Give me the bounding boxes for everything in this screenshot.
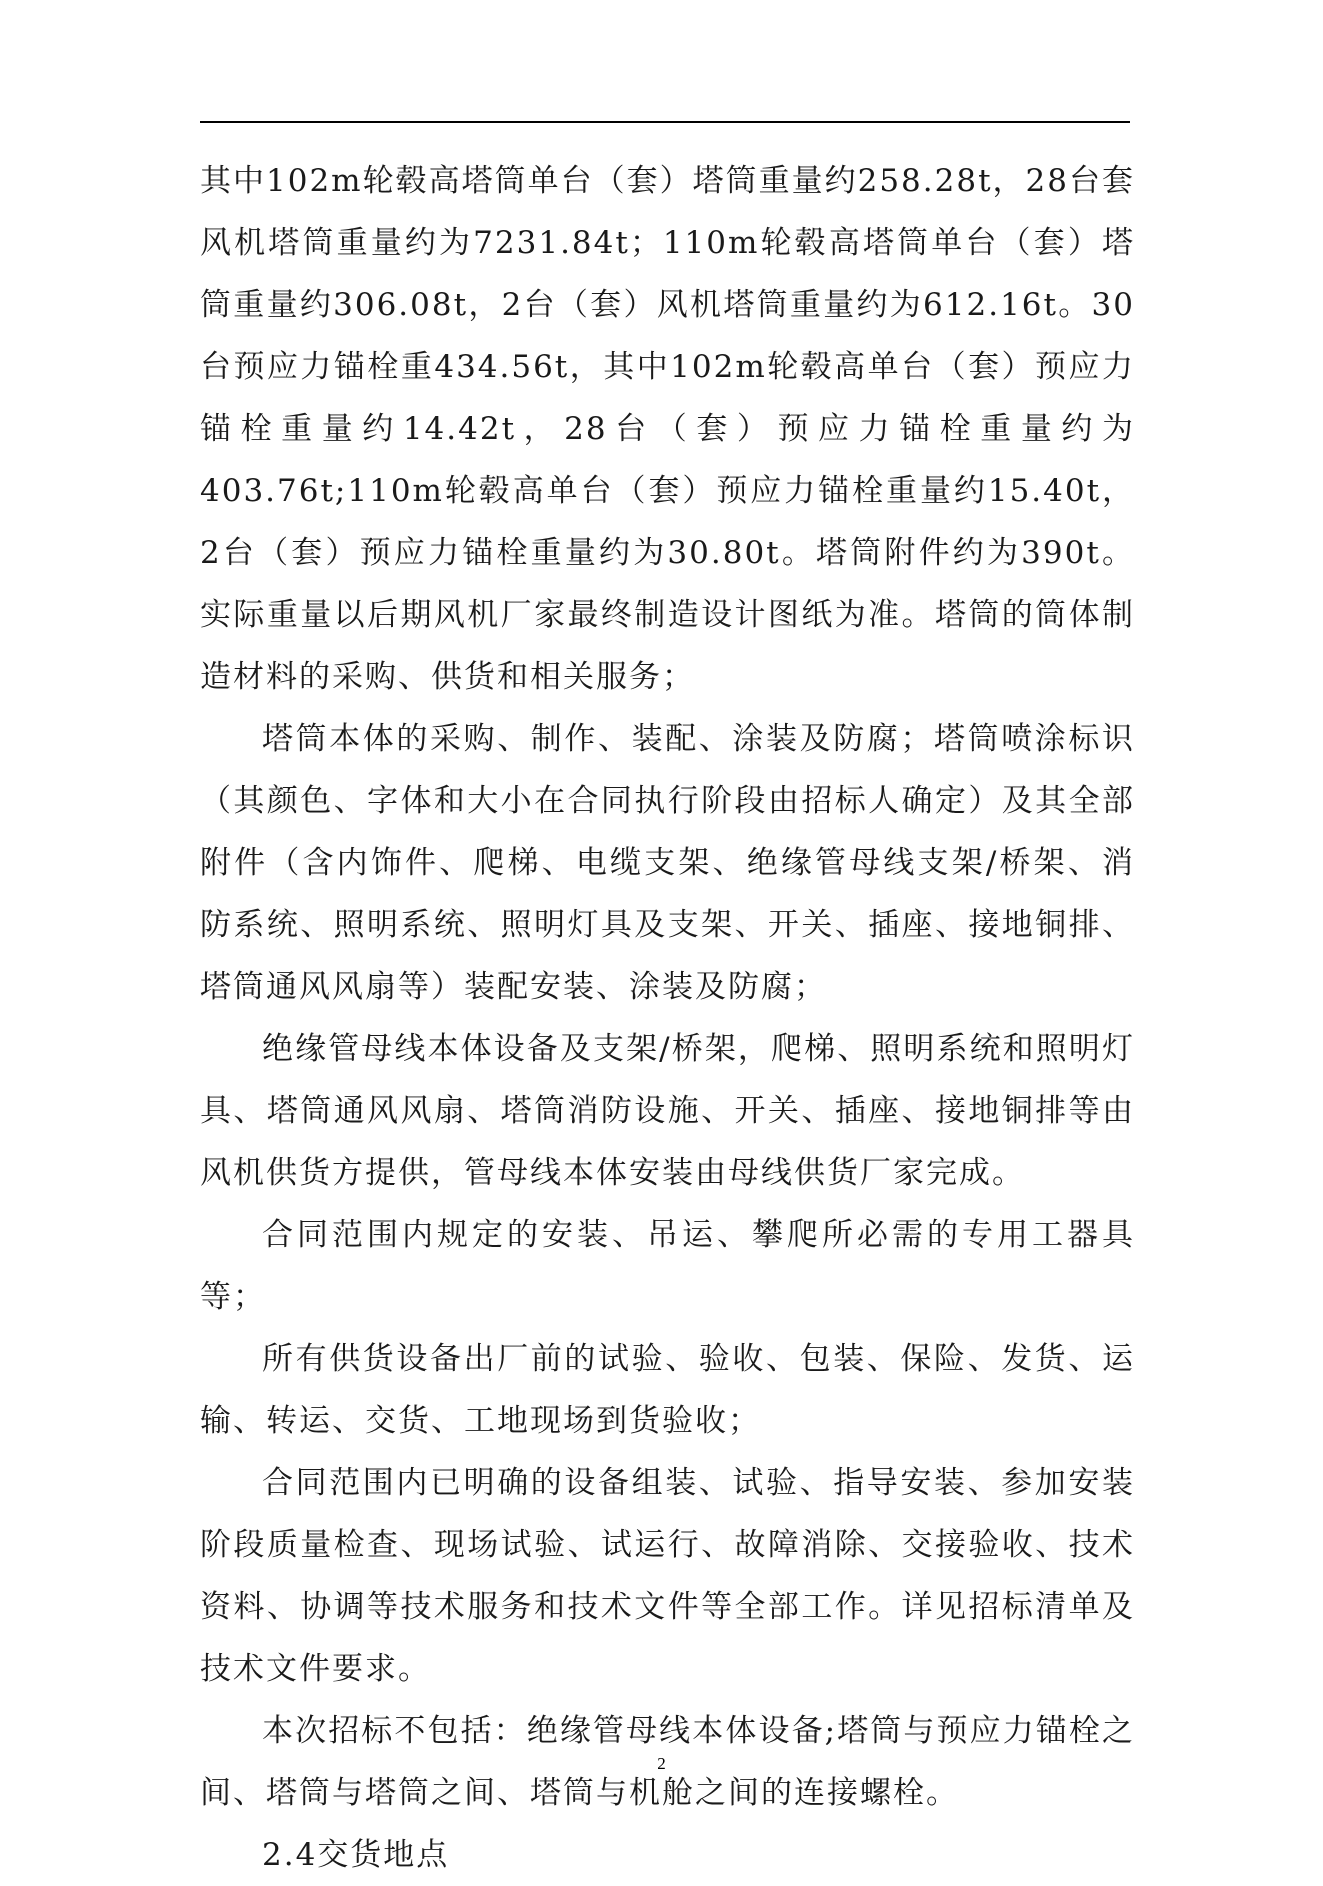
paragraph-tower-weights: 其中102m轮毂高塔筒单台（套）塔筒重量约258.28t，28台套风机塔筒重量约为7231.84t；110m轮毂高塔筒单台（套）塔筒重量约306.08t，2台（套）风机塔筒重量约为612.16t。30台预应力锚栓重434.56t，其中102m轮毂高单台（套）预应力锚栓重量约14.42t，28台（套）预应力锚栓重量约为403.76t;110m轮毂高单台（套）预应力锚栓重量约15.40t，2台（套）预应力锚栓重量约为30.80t。塔筒附件约为390t。实际重量以后期风机厂家最终制造设计图纸为准。塔筒的筒体制造材料的采购、供货和相关服务； bbox=[200, 163, 1135, 695]
page-number: 2 bbox=[657, 1754, 666, 1773]
section-heading-delivery-location: 2.4交货地点 bbox=[262, 1837, 450, 1873]
header-rule bbox=[200, 121, 1130, 123]
paragraph-technical-services: 合同范围内已明确的设备组装、试验、指导安装、参加安装阶段质量检查、现场试验、试运行、故障消除、交接验收、技术资料、协调等技术服务和技术文件等全部工作。详见招标清单及技术文件要求。 bbox=[200, 1465, 1135, 1687]
paragraph-tower-fabrication: 塔筒本体的采购、制作、装配、涂装及防腐；塔筒喷涂标识（其颜色、字体和大小在合同执行阶段由招标人确定）及其全部附件（含内饰件、爬梯、电缆支架、绝缘管母线支架/桥架、消防系统、照明系统、照明灯具及支架、开关、插座、接地铜排、塔筒通风风扇等）装配安装、涂装及防腐； bbox=[200, 721, 1135, 1005]
paragraph-busbar-supply: 绝缘管母线本体设备及支架/桥架，爬梯、照明系统和照明灯具、塔筒通风风扇、塔筒消防设施、开关、插座、接地铜排等由风机供货方提供，管母线本体安装由母线供货厂家完成。 bbox=[200, 1031, 1135, 1191]
document-body bbox=[200, 150, 1135, 1886]
paragraph-exclusions: 本次招标不包括：绝缘管母线本体设备;塔筒与预应力锚栓之间、塔筒与塔筒之间、塔筒与机舱之间的连接螺栓。 bbox=[200, 1713, 1135, 1811]
paragraph-special-tools: 合同范围内规定的安装、吊运、攀爬所必需的专用工器具等； bbox=[200, 1217, 1135, 1315]
paragraph-factory-tests: 所有供货设备出厂前的试验、验收、包装、保险、发货、运输、转运、交货、工地现场到货验收； bbox=[200, 1341, 1135, 1439]
